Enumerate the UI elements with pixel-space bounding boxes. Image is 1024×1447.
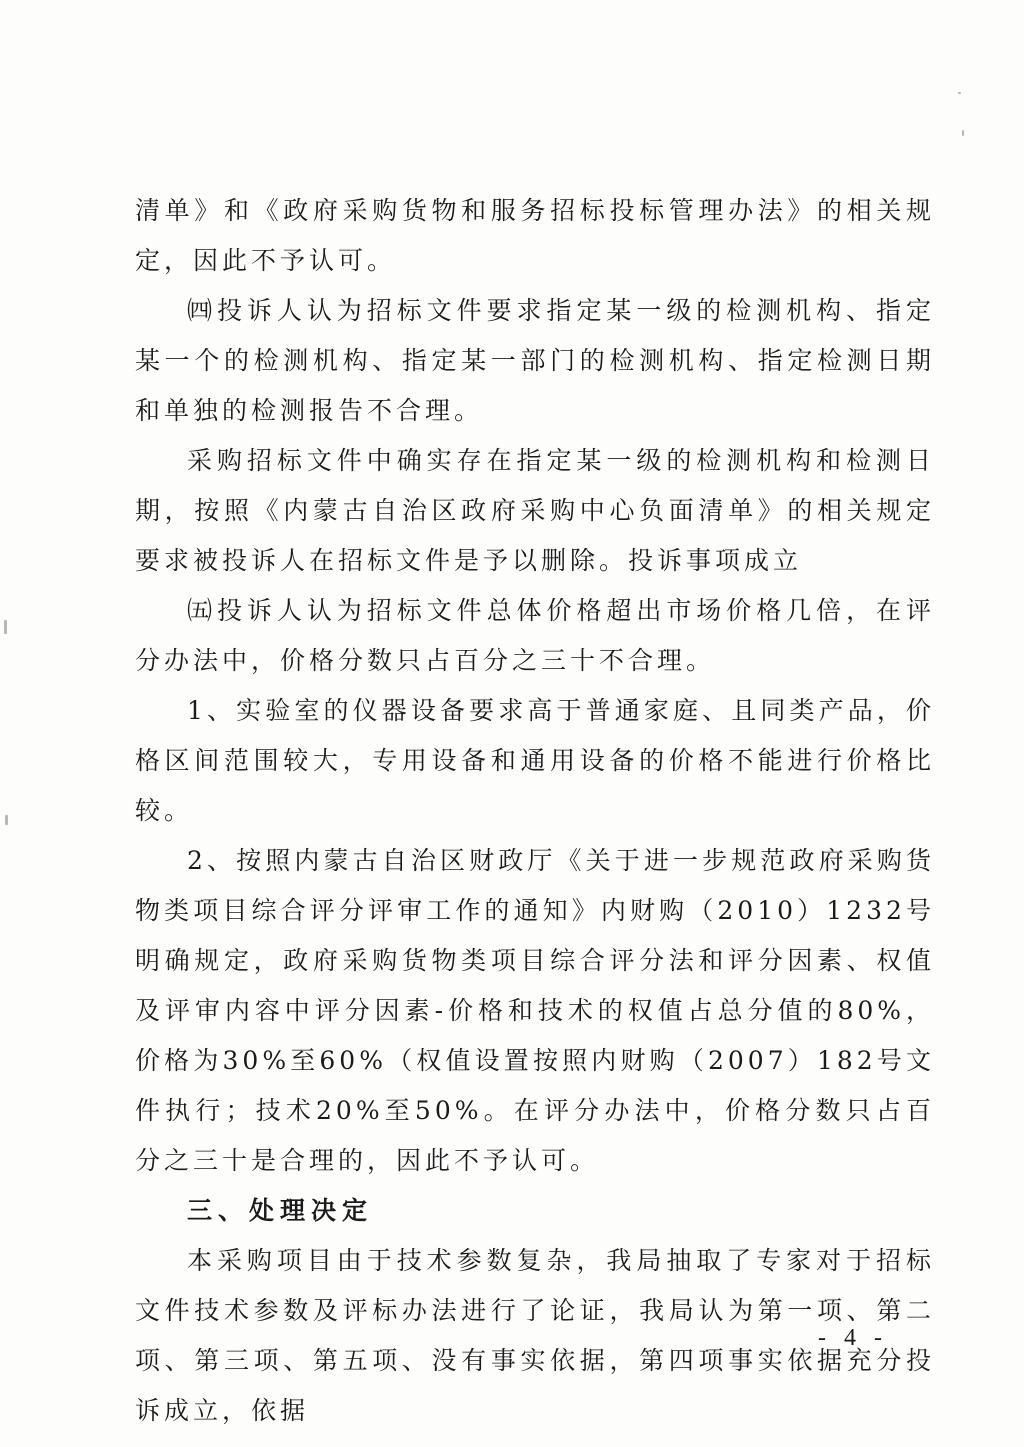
paragraph-decision: 本采购项目由于技术参数复杂，我局抽取了专家对于招标文件技术参数及评标办法进行了论证，我局认为第一项、第二项、第三项、第五项、没有事实依据，第四项事实依据充分投诉成立，依据 xyxy=(135,1246,935,1425)
paragraph-item-two: 2、按照内蒙古自治区财政厅《关于进一步规范政府采购货物类项目综合评分评审工作的通知》内财购（2010）1232号明确规定，政府采购货物类项目综合评分法和评分因素、权值 及评审内容中评分因素-价格和技术的权值占总分值的80%，价格为30%至60%（权值设置按照内财购（2007）182号文件执行；技术20%至50%。在评分办法中，价格分数只占百分之三十是合理的，因此不予认可。 xyxy=(135,846,935,1175)
scan-speck xyxy=(958,92,961,94)
page-number: - 4 - xyxy=(818,1325,888,1351)
scan-speck xyxy=(962,130,964,136)
scan-speck xyxy=(5,815,8,825)
scan-speck xyxy=(4,620,7,634)
paragraph-continuation: 清单》和《政府采购货物和服务招标投标管理办法》的相关规定，因此不予认可。 xyxy=(135,196,935,275)
document-body xyxy=(135,186,935,1436)
paragraph-item-one: 1、实验室的仪器设备要求高于普通家庭、且同类产品，价格区间范围较大，专用设备和通用设备的价格不能进行价格比较。 xyxy=(135,696,935,825)
paragraph-complaint-four: ㈣投诉人认为招标文件要求指定某一级的检测机构、指定某一个的检测机构、指定某一部门的检测机构、指定检测日期和单独的检测报告不合理。 xyxy=(135,296,935,425)
paragraph-finding-four: 采购招标文件中确实存在指定某一级的检测机构和检测日期，按照《内蒙古自治区政府采购中心负面清单》的相关规定要求被投诉人在招标文件是予以删除。投诉事项成立 xyxy=(135,446,935,575)
section-heading-decision: 三、处理决定 xyxy=(187,1196,374,1225)
paragraph-complaint-five: ㈤投诉人认为招标文件总体价格超出市场价格几倍，在评分办法中，价格分数只占百分之三十不合理。 xyxy=(135,596,935,675)
